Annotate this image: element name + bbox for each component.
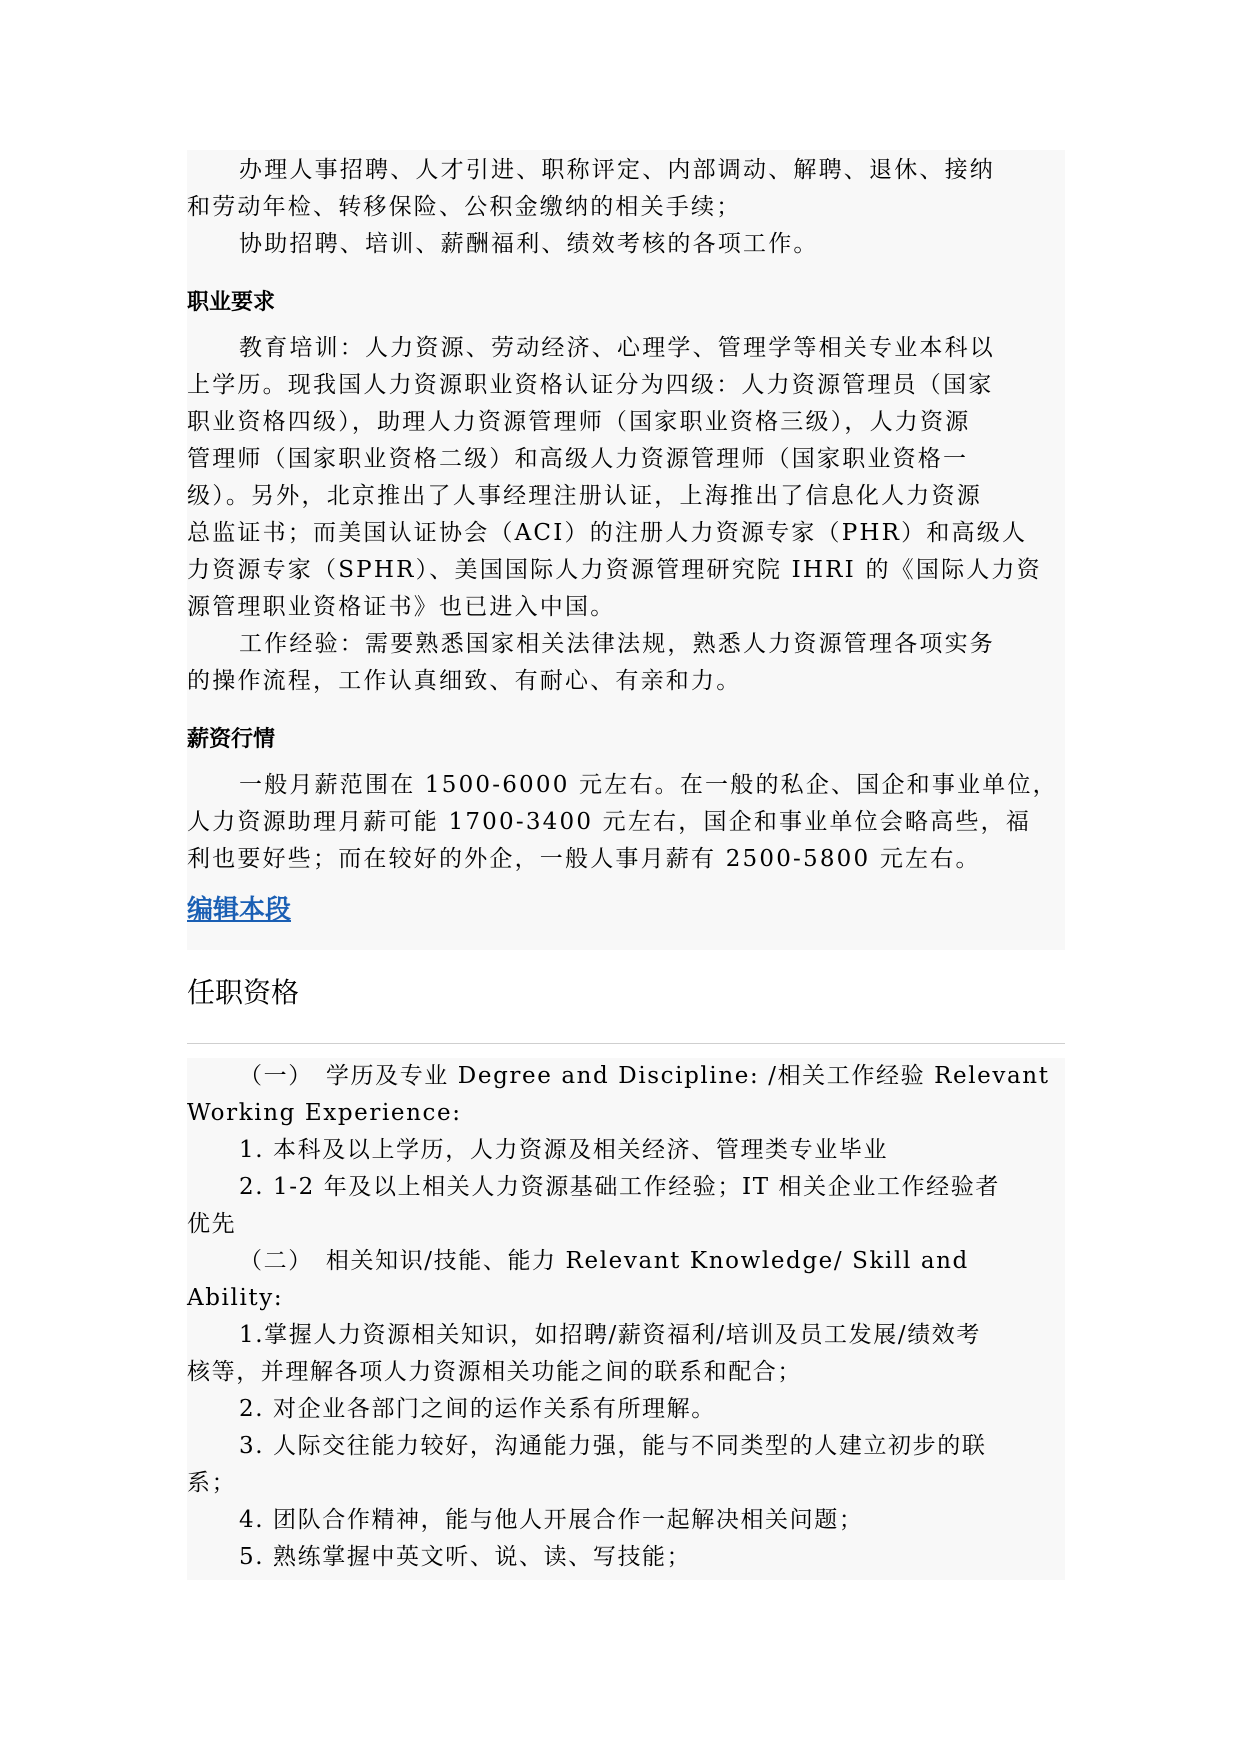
- duties-line: 和劳动年检、转移保险、公积金缴纳的相关手续；: [187, 194, 742, 220]
- education-line: 教育培训：人力资源、劳动经济、心理学、管理学等相关专业本科以: [239, 335, 995, 361]
- education-line: 管理师（国家职业资格二级）和高级人力资源管理师（国家职业资格一: [187, 446, 969, 472]
- salary-line: 一般月薪范围在 1500-6000 元左右。在一般的私企、国企和事业单位，: [239, 772, 1058, 798]
- duties-line: 办理人事招聘、人才引进、职称评定、内部调动、解聘、退休、接纳: [239, 157, 995, 183]
- qualification-line: 1.掌握人力资源相关知识，如招聘/薪资福利/培训及员工发展/绩效考: [239, 1322, 981, 1348]
- qualification-line: 3. 人际交往能力较好，沟通能力强，能与不同类型的人建立初步的联: [239, 1433, 987, 1459]
- qualification-line: Working Experience:: [187, 1100, 462, 1126]
- experience-line: 的操作流程，工作认真细致、有耐心、有亲和力。: [187, 668, 742, 694]
- qualification-line: Ability:: [187, 1285, 284, 1311]
- qualification-line: 2. 1-2 年及以上相关人力资源基础工作经验；IT 相关企业工作经验者: [239, 1174, 1000, 1200]
- salary-heading: 薪资行情: [187, 727, 276, 752]
- qualification-line: （二） 相关知识/技能、能力 Relevant Knowledge/ Skill and: [239, 1248, 969, 1274]
- job-duties-block: [187, 150, 1065, 950]
- qualification-line: 核等，并理解各项人力资源相关功能之间的联系和配合；: [187, 1359, 802, 1385]
- section-divider: [187, 1043, 1065, 1044]
- qualification-line: 2. 对企业各部门之间的运作关系有所理解。: [239, 1396, 716, 1422]
- education-line: 总监证书；而美国认证协会（ACI）的注册人力资源专家（PHR）和高级人: [187, 520, 1028, 546]
- education-line: 源管理职业资格证书》也已进入中国。: [187, 594, 616, 620]
- qualification-line: （一） 学历及专业 Degree and Discipline: /相关工作经验 Relevant: [239, 1063, 1050, 1089]
- qualification-line: 优先: [187, 1211, 237, 1237]
- qualifications-block: [187, 1058, 1065, 1580]
- qualification-line: 系；: [187, 1470, 237, 1496]
- experience-line: 工作经验：需要熟悉国家相关法律法规，熟悉人力资源管理各项实务: [239, 631, 995, 657]
- qualification-line: 4. 团队合作精神，能与他人开展合作一起解决相关问题；: [239, 1507, 864, 1533]
- education-line: 上学历。现我国人力资源职业资格认证分为四级：人力资源管理员（国家: [187, 372, 994, 398]
- education-line: 级）。另外，北京推出了人事经理注册认证，上海推出了信息化人力资源: [187, 483, 982, 509]
- qualifications-title: 任职资格: [187, 976, 300, 1009]
- qualification-line: 5. 熟练掌握中英文听、说、读、写技能；: [239, 1544, 692, 1570]
- edit-section-link[interactable]: 编辑本段: [187, 895, 292, 925]
- salary-line: 利也要好些；而在较好的外企，一般人事月薪有 2500-5800 元左右。: [187, 846, 981, 872]
- qualification-line: 1. 本科及以上学历，人力资源及相关经济、管理类专业毕业: [239, 1137, 889, 1163]
- duties-line: 协助招聘、培训、薪酬福利、绩效考核的各项工作。: [239, 231, 819, 257]
- requirements-heading: 职业要求: [187, 290, 276, 315]
- education-line: 职业资格四级），助理人力资源管理师（国家职业资格三级），人力资源: [187, 409, 971, 435]
- salary-line: 人力资源助理月薪可能 1700-3400 元左右，国企和事业单位会略高些，福: [187, 809, 1032, 835]
- education-line: 力资源专家（SPHR）、美国国际人力资源管理研究院 IHRI 的《国际人力资: [187, 557, 1042, 583]
